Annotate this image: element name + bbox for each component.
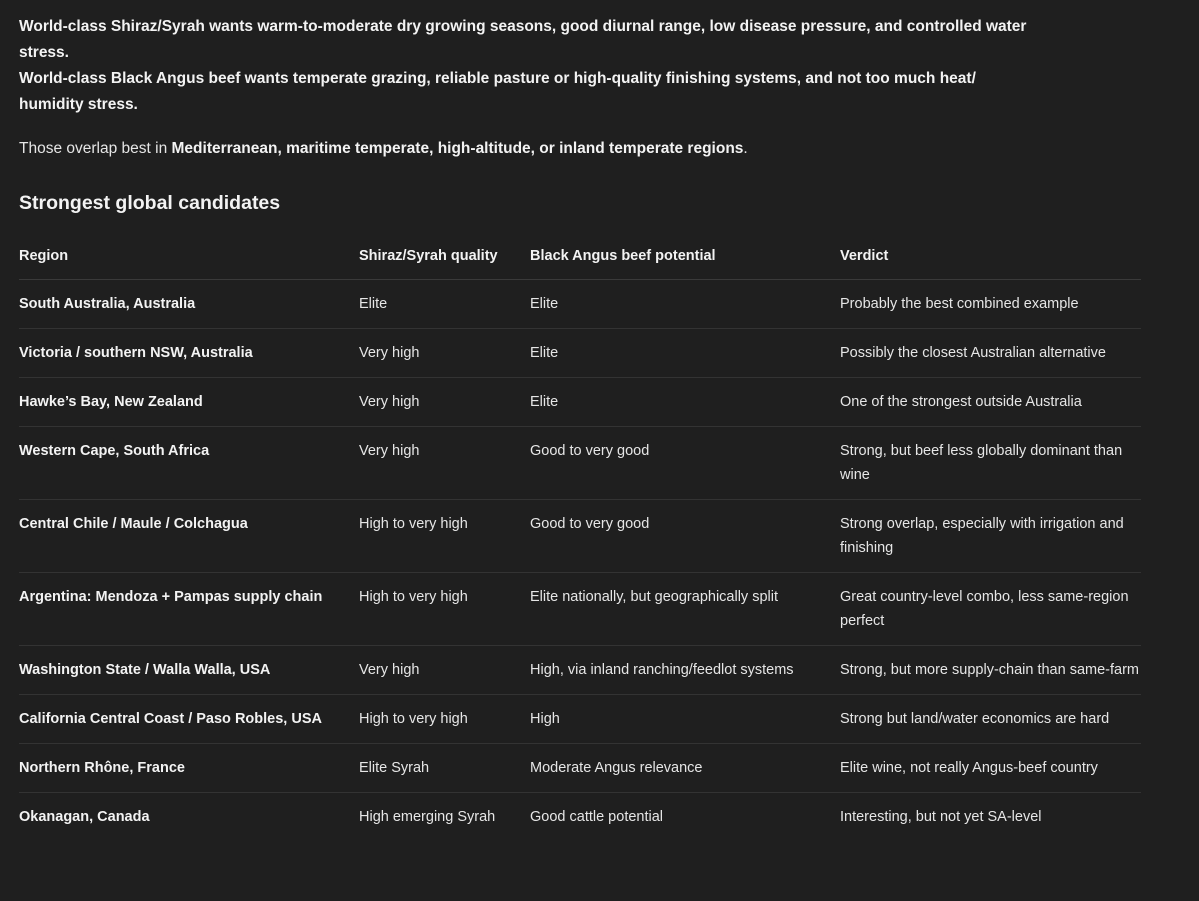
- intro-shiraz: World-class Shiraz/Syrah wants warm-to-moderate dry growing seasons, good diurnal range, low disease pressure, and controlled water stress.: [19, 18, 1027, 61]
- intro-block: [19, 14, 1029, 118]
- verdict-cell: Strong, but more supply-chain than same-farm: [840, 646, 1141, 695]
- angus-cell: Elite: [530, 280, 840, 329]
- angus-cell: Elite nationally, but geographically split: [530, 573, 840, 646]
- overlap-emphasis: Mediterranean, maritime temperate, high-altitude, or inland temperate regions: [171, 140, 744, 157]
- angus-cell: Elite: [530, 329, 840, 378]
- angus-cell: Elite: [530, 378, 840, 427]
- region-cell: Hawke’s Bay, New Zealand: [19, 378, 359, 427]
- region-cell: Argentina: Mendoza + Pampas supply chain: [19, 573, 359, 646]
- table-body: [19, 280, 1141, 842]
- verdict-cell: Possibly the closest Australian alternative: [840, 329, 1141, 378]
- table-row: [19, 744, 1141, 793]
- shiraz-cell: High to very high: [359, 573, 530, 646]
- header-verdict: Verdict: [840, 246, 1141, 280]
- angus-cell: High: [530, 695, 840, 744]
- table-row: [19, 280, 1141, 329]
- candidates-table: [19, 246, 1141, 841]
- overlap-prefix: Those overlap best in: [19, 140, 172, 157]
- header-angus: Black Angus beef potential: [530, 246, 840, 280]
- verdict-cell: One of the strongest outside Australia: [840, 378, 1141, 427]
- shiraz-cell: Elite: [359, 280, 530, 329]
- shiraz-cell: Very high: [359, 427, 530, 500]
- table-row: [19, 378, 1141, 427]
- shiraz-cell: Very high: [359, 646, 530, 695]
- angus-cell: High, via inland ranching/feedlot systems: [530, 646, 840, 695]
- header-region: Region: [19, 246, 359, 280]
- shiraz-cell: High to very high: [359, 500, 530, 573]
- header-shiraz: Shiraz/Syrah quality: [359, 246, 530, 280]
- angus-cell: Good to very good: [530, 427, 840, 500]
- chat-response: [19, 14, 1141, 841]
- shiraz-cell: High emerging Syrah: [359, 809, 496, 825]
- verdict-cell: Great country-level combo, less same-region perfect: [840, 573, 1141, 646]
- table-row: [19, 427, 1141, 500]
- table-header-row: [19, 246, 1141, 280]
- region-cell: Central Chile / Maule / Colchagua: [19, 500, 359, 573]
- table-row: [19, 573, 1141, 646]
- region-cell: Northern Rhône, France: [19, 744, 359, 793]
- verdict-cell: Strong but land/water economics are hard: [840, 695, 1141, 744]
- verdict-cell: Strong overlap, especially with irrigation and finishing: [840, 500, 1141, 573]
- region-cell: California Central Coast / Paso Robles, USA: [19, 695, 359, 744]
- angus-cell: Good cattle potential: [530, 809, 664, 825]
- region-cell: Western Cape, South Africa: [19, 427, 359, 500]
- overlap-suffix: .: [743, 140, 748, 157]
- angus-cell: Moderate Angus relevance: [530, 744, 840, 793]
- shiraz-cell: Very high: [359, 378, 530, 427]
- table-row: [19, 646, 1141, 695]
- shiraz-cell: Elite Syrah: [359, 744, 530, 793]
- table-row: [19, 329, 1141, 378]
- verdict-cell: Interesting, but not yet SA-level: [840, 809, 1042, 825]
- verdict-cell: Probably the best combined example: [840, 280, 1141, 329]
- verdict-cell: Elite wine, not really Angus-beef country: [840, 744, 1141, 793]
- intro-angus: World-class Black Angus beef wants temperate grazing, reliable pasture or high-quality finishing systems, and not too much heat/ humidity stress.: [19, 70, 976, 113]
- shiraz-cell: High to very high: [359, 695, 530, 744]
- angus-cell: Good to very good: [530, 500, 840, 573]
- region-cell: Victoria / southern NSW, Australia: [19, 329, 359, 378]
- region-cell: South Australia, Australia: [19, 280, 359, 329]
- verdict-cell: Strong, but beef less globally dominant than wine: [840, 427, 1141, 500]
- region-cell: Washington State / Walla Walla, USA: [19, 646, 359, 695]
- section-heading: Strongest global candidates: [19, 192, 281, 214]
- table-row: [19, 695, 1141, 744]
- table-row: [19, 793, 1141, 842]
- region-cell: Okanagan, Canada: [19, 809, 150, 825]
- overlap-paragraph: [19, 136, 1141, 162]
- shiraz-cell: Very high: [359, 329, 530, 378]
- table-row: [19, 500, 1141, 573]
